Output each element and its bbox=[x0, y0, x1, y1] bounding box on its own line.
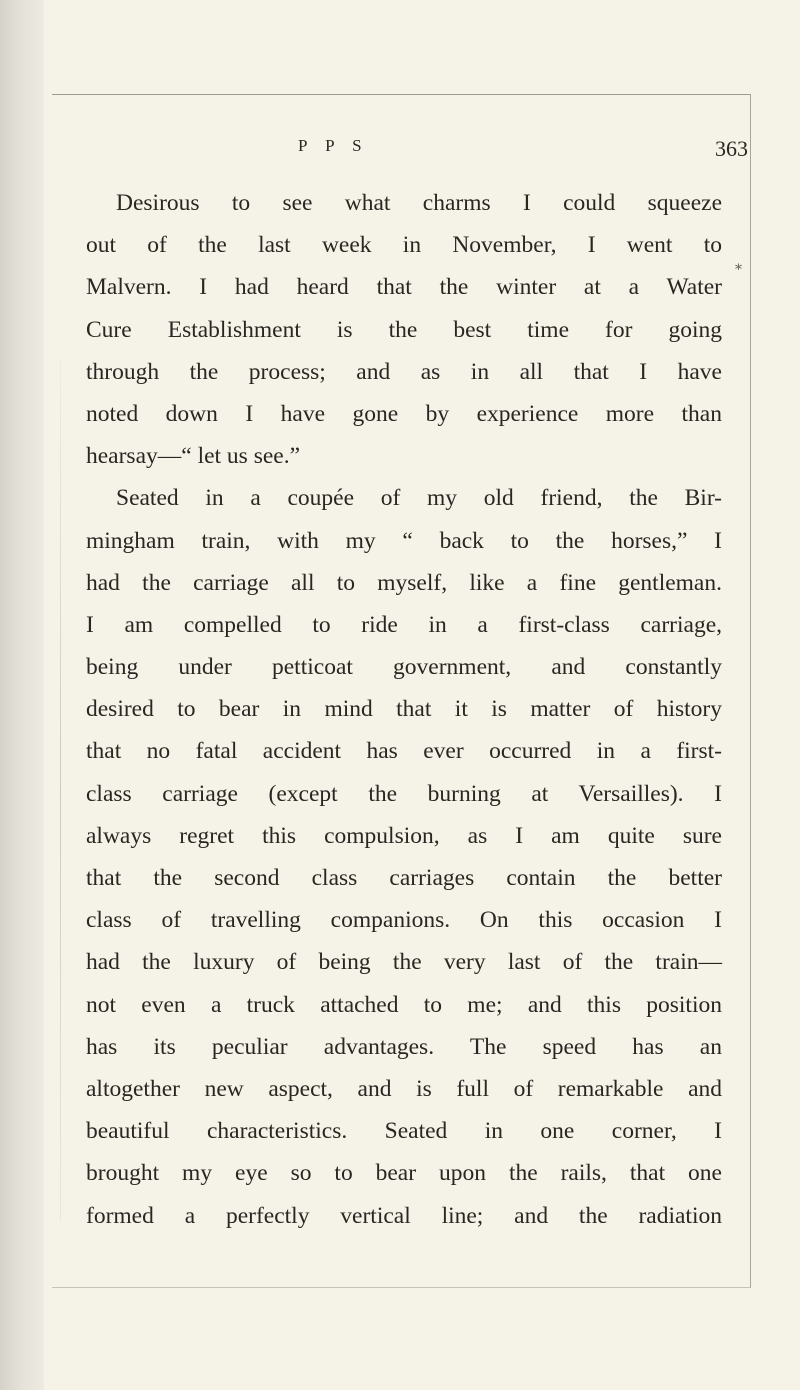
header-title: P P S bbox=[298, 136, 369, 155]
running-head bbox=[0, 136, 800, 166]
text-line: being under petticoat government, and constantly bbox=[86, 654, 722, 681]
text-line: that no fatal accident has ever occurred in a first- bbox=[86, 738, 722, 765]
text-line: class carriage (except the burning at Versailles). I bbox=[86, 780, 722, 807]
page-left-edge-shadow bbox=[0, 0, 44, 1390]
text-line: Cure Establishment is the best time for going bbox=[86, 316, 722, 343]
margin-mark: * bbox=[735, 262, 742, 278]
text-line: I am compelled to ride in a first-class carriage, bbox=[86, 611, 722, 638]
text-line: hearsay—“ let us see.” bbox=[86, 443, 301, 470]
text-line: brought my eye so to bear upon the rails, that one bbox=[86, 1160, 722, 1187]
text-line: has its peculiar advantages. The speed has an bbox=[86, 1033, 722, 1060]
text-line: through the process; and as in all that I have bbox=[86, 358, 722, 385]
text-line: beautiful characteristics. Seated in one corner, I bbox=[86, 1118, 722, 1145]
page-number: 363 bbox=[715, 136, 748, 161]
text-line: Malvern. I had heard that the winter at a Water bbox=[86, 274, 722, 301]
binding-mark bbox=[60, 360, 61, 1220]
text-line: always regret this compulsion, as I am quite sure bbox=[86, 822, 722, 849]
text-line: formed a perfectly vertical line; and the radiation bbox=[86, 1202, 722, 1229]
text-line: altogether new aspect, and is full of remarkable and bbox=[86, 1075, 722, 1102]
text-line: had the luxury of being the very last of the train— bbox=[86, 949, 722, 976]
text-line: out of the last week in November, I went to bbox=[86, 232, 722, 259]
text-line: that the second class carriages contain the better bbox=[86, 865, 722, 891]
text-line: Seated in a coupée of my old friend, the Bir- bbox=[116, 485, 722, 512]
text-line: mingham train, with my “ back to the horses,” I bbox=[86, 527, 722, 554]
text-line: Desirous to see what charms I could squeeze bbox=[116, 190, 722, 216]
text-line: had the carriage all to myself, like a fine gentleman. bbox=[86, 569, 722, 596]
text-line: class of travelling companions. On this occasion I bbox=[86, 907, 722, 934]
text-body bbox=[86, 182, 722, 1237]
text-line: desired to bear in mind that it is matter of history bbox=[86, 696, 722, 723]
text-line: noted down I have gone by experience more than bbox=[86, 400, 722, 427]
text-line: not even a truck attached to me; and this position bbox=[86, 991, 722, 1018]
